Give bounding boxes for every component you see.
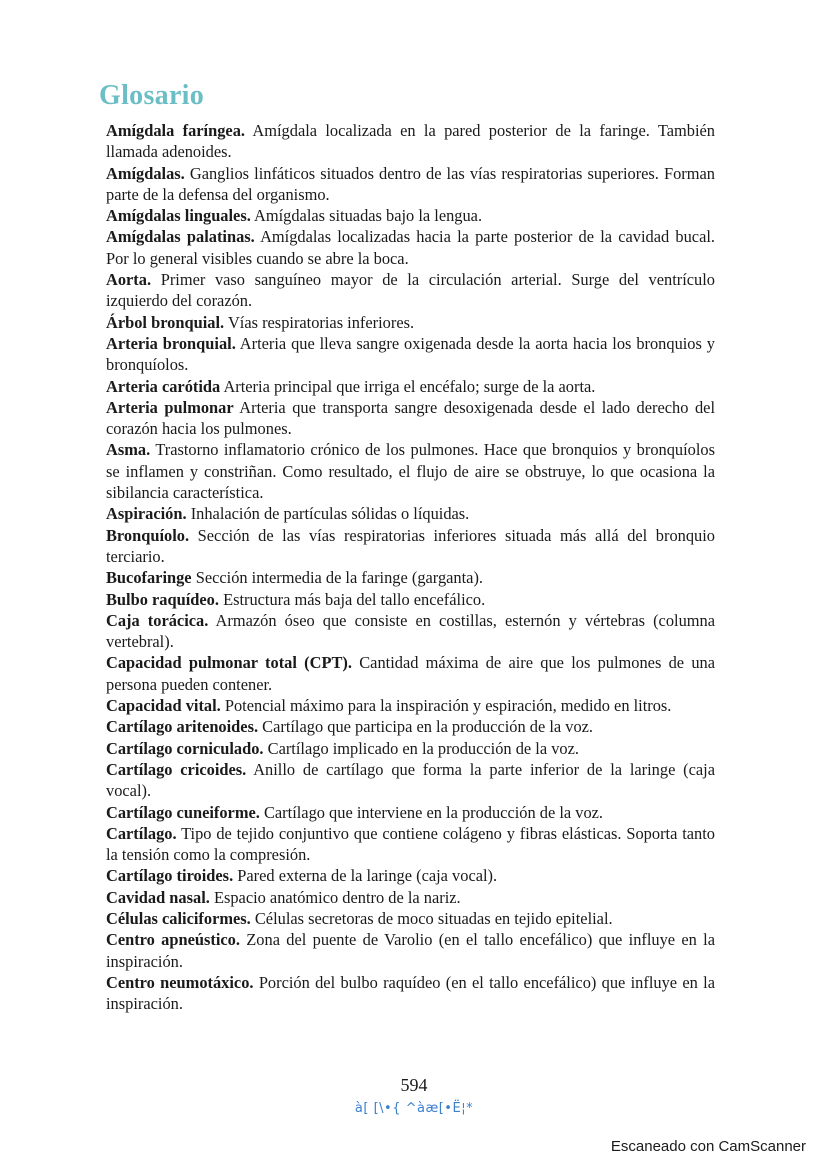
glossary-definition: Anillo de cartílago que forma la parte inferior de la laringe (caja vocal). xyxy=(106,759,715,801)
glossary-definition: Células secretoras de moco situadas en tejido epitelial. xyxy=(254,908,613,928)
glossary-term: Bronquíolo. xyxy=(106,525,190,545)
glossary-definition: Cantidad máxima de aire que los pulmones de una persona pueden contener. xyxy=(106,653,715,694)
glossary-term: Capacidad pulmonar total (CPT). xyxy=(106,653,352,673)
glossary-definition: Vías respiratorias inferiores. xyxy=(227,312,415,332)
glossary-term: Arteria carótida xyxy=(106,376,221,396)
glossary-entry xyxy=(106,865,715,886)
glossary-term: Bulbo raquídeo. xyxy=(106,589,219,609)
glossary-term: Arteria bronquial. xyxy=(106,333,236,353)
glossary-definition: Arteria principal que irriga el encéfalo; surge de la aorta. xyxy=(223,376,596,396)
footer-garbled-text: à[ [\•{ ^àæ[•Ë¦* xyxy=(354,1101,474,1116)
glossary-entry xyxy=(106,269,715,312)
glossary-definition: Espacio anatómico dentro de la nariz. xyxy=(213,887,461,907)
glossary-entry xyxy=(106,226,715,269)
glossary-term: Cartílago cricoides. xyxy=(106,759,247,779)
glossary-definition: Estructura más baja del tallo encefálico. xyxy=(223,589,486,609)
glossary-term: Cartílago cuneiforme. xyxy=(106,802,260,822)
glossary-entry xyxy=(106,738,715,759)
glossary-term: Caja torácica. xyxy=(106,610,209,630)
glossary-entry xyxy=(106,802,715,823)
glossary-list xyxy=(106,120,715,1014)
glossary-definition: Cartílago implicado en la producción de la voz. xyxy=(267,738,579,758)
glossary-term: Amígdalas. xyxy=(106,163,185,183)
glossary-entry xyxy=(106,120,715,163)
glossary-definition: Amígdala localizada en la pared posterior de la faringe. También llamada adenoides. xyxy=(106,121,715,162)
glossary-entry xyxy=(106,695,715,716)
glossary-entry xyxy=(106,163,715,206)
glossary-entry xyxy=(106,589,715,610)
glossary-term: Centro apneústico. xyxy=(106,930,240,950)
glossary-entry xyxy=(106,376,715,397)
glossary-term: Asma. xyxy=(106,440,151,460)
glossary-definition: Amígdalas localizadas hacia la parte posterior de la cavidad bucal. Por lo general visibles cuando se abre la boca. xyxy=(106,227,715,268)
glossary-entry xyxy=(106,908,715,929)
glossary-entry xyxy=(106,503,715,524)
glossary-entry xyxy=(106,972,715,1015)
glossary-definition: Cartílago que interviene en la producción de la voz. xyxy=(263,802,604,822)
glossary-term: Cartílago tiroides. xyxy=(106,866,234,886)
glossary-definition: Cartílago que participa en la producción de la voz. xyxy=(262,717,594,737)
glossary-entry xyxy=(106,205,715,226)
glossary-definition: Inhalación de partículas sólidas o líquidas. xyxy=(190,504,470,524)
glossary-definition: Pared externa de la laringe (caja vocal). xyxy=(237,866,498,886)
glossary-term: Amígdalas linguales. xyxy=(106,206,251,226)
glossary-term: Cartílago aritenoides. xyxy=(106,717,259,737)
glossary-definition: Arteria que transporta sangre desoxigenada desde el lado derecho del corazón hacia los pulmones. xyxy=(106,397,715,439)
glossary-entry xyxy=(106,716,715,737)
glossary-term: Bucofaringe xyxy=(106,568,192,588)
page-number: 594 xyxy=(400,1075,428,1095)
glossary-definition: Ganglios linfáticos situados dentro de las vías respiratorias superiores. Forman parte de la defensa del organismo. xyxy=(106,163,715,204)
glossary-term: Amígdalas palatinas. xyxy=(106,227,255,247)
glossary-term: Células caliciformes. xyxy=(106,908,251,928)
glossary-definition: Primer vaso sanguíneo mayor de la circulación arterial. Surge del ventrículo izquierdo del corazón. xyxy=(106,270,715,311)
glossary-entry xyxy=(106,312,715,333)
scanner-watermark: Escaneado con CamScanner xyxy=(610,1138,806,1155)
glossary-entry xyxy=(106,439,715,503)
glossary-entry xyxy=(106,759,715,802)
glossary-definition: Sección intermedia de la faringe (garganta). xyxy=(195,568,484,588)
glossary-entry xyxy=(106,610,715,653)
glossary-definition: Tipo de tejido conjuntivo que contiene colágeno y fibras elásticas. Soporta tanto la tensión como la compresión. xyxy=(106,823,715,865)
glossary-term: Centro neumotáxico. xyxy=(106,972,254,992)
glossary-entry xyxy=(106,567,715,588)
glossary-entry xyxy=(106,929,715,972)
glossary-entry xyxy=(106,887,715,908)
glossary-term: Cartílago corniculado. xyxy=(106,738,264,758)
glossary-definition: Armazón óseo que consiste en costillas, esternón y vértebras (columna vertebral). xyxy=(106,610,715,652)
glossary-term: Arteria pulmonar xyxy=(106,397,234,417)
glossary-definition: Porción del bulbo raquídeo (en el tallo encefálico) que influye en la inspiración. xyxy=(106,972,715,1014)
glossary-entry xyxy=(106,652,715,695)
glossary-entry xyxy=(106,525,715,568)
glossary-term: Capacidad vital. xyxy=(106,696,221,716)
glossary-definition: Potencial máximo para la inspiración y espiración, medido en litros. xyxy=(224,696,672,716)
glossary-definition: Zona del puente de Varolio (en el tallo encefálico) que influye en la inspiración. xyxy=(106,930,716,971)
glossary-term: Aspiración. xyxy=(106,504,187,524)
glossary-term: Amígdala faríngea. xyxy=(106,121,245,140)
glossary-entry xyxy=(106,397,715,440)
page-title: Glosario xyxy=(99,80,205,111)
glossary-definition: Trastorno inflamatorio crónico de los pulmones. Hace que bronquios y bronquíolos se inflamen y constriñan. Como resultado, el flujo de aire se obstruye, lo que ocasiona la sibilancia característica. xyxy=(106,440,715,503)
glossary-term: Cavidad nasal. xyxy=(106,887,210,907)
glossary-term: Árbol bronquial. xyxy=(106,312,225,332)
glossary-entry xyxy=(106,823,715,866)
glossary-entry xyxy=(106,333,715,376)
glossary-term: Aorta. xyxy=(106,270,152,290)
glossary-definition: Arteria que lleva sangre oxigenada desde la aorta hacia los bronquios y bronquíolos. xyxy=(106,333,715,375)
glossary-definition: Sección de las vías respiratorias inferiores situada más allá del bronquio terciario. xyxy=(106,525,715,566)
glossary-term: Cartílago. xyxy=(106,823,177,843)
glossary-definition: Amígdalas situadas bajo la lengua. xyxy=(254,206,483,226)
